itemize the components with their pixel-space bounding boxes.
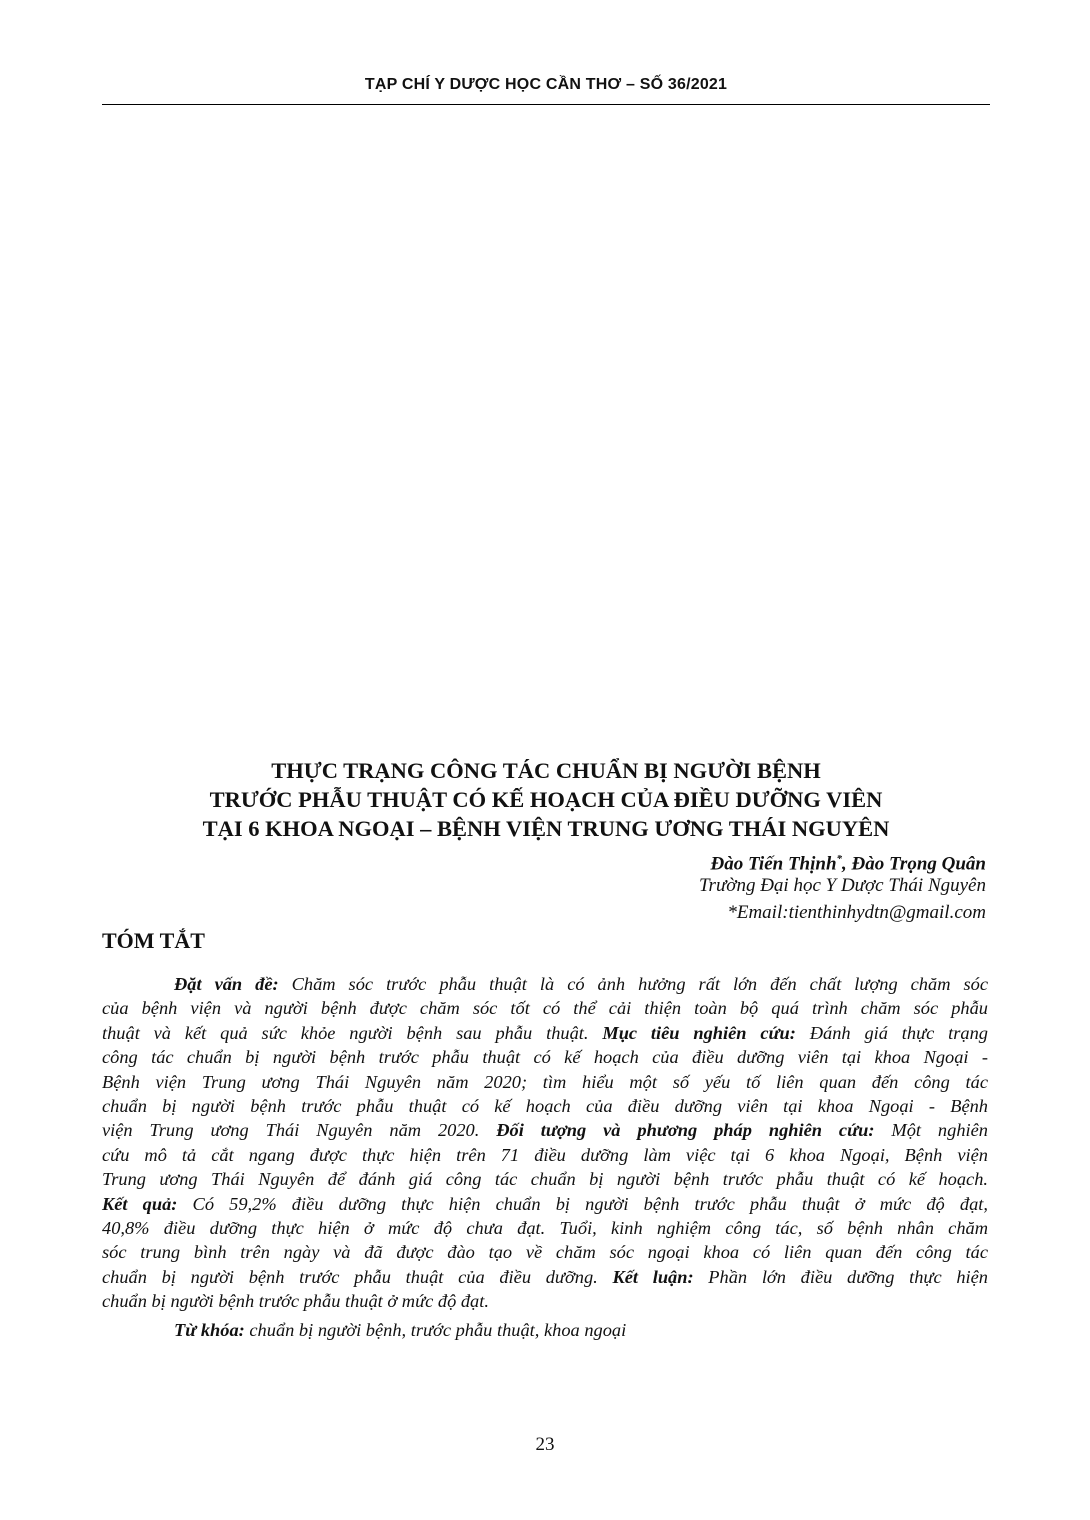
abstract-line: của bệnh viện và người bệnh được chăm sóc tốt có thể cải thiện toàn bộ quá trình chăm sóc phẫu — [102, 998, 988, 1019]
author-list — [711, 847, 986, 876]
title-line: TRƯỚC PHẪU THUẬT CÓ KẾ HOẠCH CỦA ĐIỀU DƯỠNG VIÊN — [209, 787, 883, 812]
abstract-line — [102, 1118, 988, 1142]
abstract-text: Đánh giá thực trạng — [795, 1022, 988, 1043]
label-background: Đặt vấn đề: — [174, 974, 279, 994]
abstract-line: cứu mô tả cắt ngang được thực hiện trên 71 điều dưỡng làm việc tại 6 khoa Ngoại, Bệnh viện — [102, 1144, 988, 1165]
abstract-line — [102, 1192, 988, 1216]
label-conclusion: Kết luận: — [612, 1266, 694, 1287]
abstract-line: 40,8% điều dưỡng thực hiện ở mức độ chưa đạt. Tuổi, kinh nghiệm công tác, số bệnh nhân chăm — [102, 1218, 988, 1239]
abstract-line — [102, 1021, 988, 1045]
label-methods: Đối tượng và phương pháp nghiên cứu: — [496, 1120, 875, 1141]
abstract-text: Có 59,2% điều dưỡng thực hiện chuẩn bị người bệnh trước phẫu thuật ở mức độ đạt, — [177, 1193, 988, 1214]
title-line: TẠI 6 KHOA NGOẠI – BỆNH VIỆN TRUNG ƯƠNG THÁI NGUYÊN — [202, 816, 890, 841]
keywords-text: chuẩn bị người bệnh, trước phẫu thuật, khoa ngoại — [244, 1319, 627, 1340]
abstract-line: sóc trung bình trên ngày và đã được đào tạo về chăm sóc ngoại khoa có liên quan đến công tác — [102, 1242, 988, 1263]
abstract-line: Bệnh viện Trung ương Thái Nguyên năm 2020; tìm hiểu một số yếu tố liên quan đến công tác — [102, 1071, 988, 1092]
keywords — [102, 1318, 988, 1342]
label-keywords: Từ khóa: — [174, 1319, 245, 1340]
abstract-heading: TÓM TẮT — [102, 928, 205, 953]
affiliation: Trường Đại học Y Dược Thái Nguyên — [699, 875, 986, 896]
corresponding-mark: * — [836, 853, 843, 865]
running-head: TẠP CHÍ Y DƯỢC HỌC CẦN THƠ – SỐ 36/2021 — [364, 76, 728, 93]
abstract-line — [102, 1265, 988, 1289]
abstract-text: viện Trung ương Thái Nguyên năm 2020. — [102, 1120, 497, 1141]
author-email: *Email:tienthinhydtn@gmail.com — [727, 902, 986, 923]
label-results: Kết quả: — [102, 1193, 178, 1214]
abstract-text: Phần lớn điều dưỡng thực hiện — [693, 1266, 988, 1287]
abstract-line: Trung ương Thái Nguyên để đánh giá công tác chuẩn bị người bệnh trước phẫu thuật có kế hoạch. — [102, 1169, 988, 1190]
header-rule — [102, 104, 990, 105]
abstract-text: Chăm sóc trước phẫu thuật là có ảnh hưởng rất lớn đến chất lượng chăm sóc — [278, 974, 988, 994]
article-title — [102, 756, 990, 843]
abstract-text: Một nghiên — [874, 1120, 988, 1141]
abstract-line: công tác chuẩn bị người bệnh trước phẫu thuật có kế hoạch của điều dưỡng viên tại khoa Ngoại - — [102, 1047, 988, 1068]
abstract-text: thuật và kết quả sức khỏe người bệnh sau phẫu thuật. — [102, 1022, 603, 1043]
abstract-text: chuẩn bị người bệnh trước phẫu thuật của điều dưỡng. — [102, 1266, 613, 1287]
abstract-line: chuẩn bị người bệnh trước phẫu thuật có kế hoạch của điều dưỡng viên tại khoa Ngoại - Bệnh — [102, 1096, 988, 1117]
author-2: , Đào Trọng Quân — [842, 853, 986, 875]
page-number: 23 — [535, 1434, 555, 1455]
abstract-body — [102, 972, 988, 1342]
abstract-line: chuẩn bị người bệnh trước phẫu thuật ở mức độ đạt. — [102, 1291, 489, 1312]
author-1: Đào Tiến Thịnh — [710, 853, 837, 875]
label-objectives: Mục tiêu nghiên cứu: — [602, 1022, 796, 1043]
title-line: THỰC TRẠNG CÔNG TÁC CHUẨN BỊ NGƯỜI BỆNH — [271, 758, 821, 783]
abstract-line — [102, 972, 988, 996]
